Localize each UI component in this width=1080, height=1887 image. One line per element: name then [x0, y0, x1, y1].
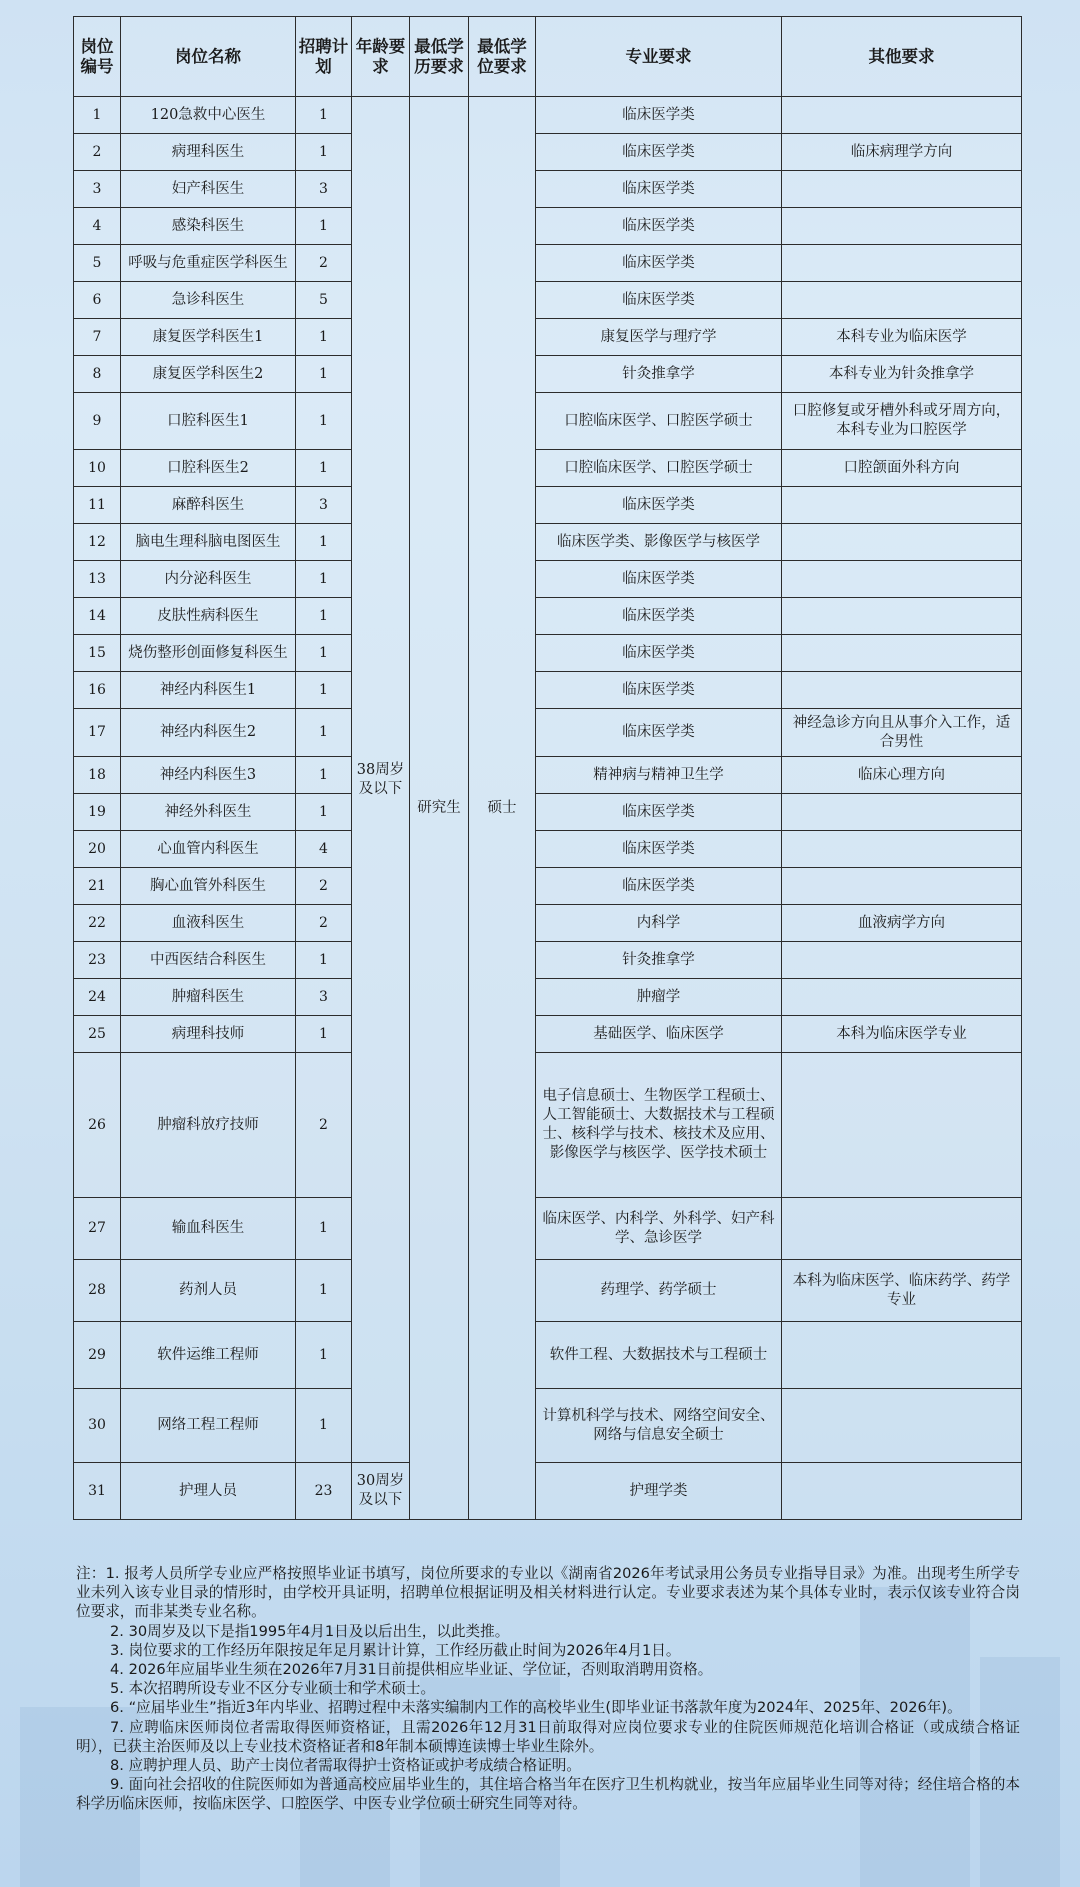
cell-other: [782, 942, 1022, 979]
recruitment-table-wrapper: [73, 16, 1021, 1520]
cell-name: 神经内科医生1: [121, 672, 296, 709]
cell-other: 血液病学方向: [782, 905, 1022, 942]
cell-id: 10: [74, 450, 121, 487]
cell-other: 本科专业为临床医学: [782, 319, 1022, 356]
table-row: [74, 1053, 1022, 1198]
cell-id: 21: [74, 868, 121, 905]
cell-id: 12: [74, 524, 121, 561]
cell-other: 口腔颌面外科方向: [782, 450, 1022, 487]
cell-plan: 1: [296, 1322, 352, 1389]
cell-plan: 2: [296, 1053, 352, 1198]
table-row: [74, 672, 1022, 709]
cell-plan: 1: [296, 1016, 352, 1053]
cell-major: 临床医学类: [536, 561, 782, 598]
table-row: [74, 208, 1022, 245]
cell-id: 6: [74, 282, 121, 319]
cell-name: 病理科医生: [121, 134, 296, 171]
cell-other: [782, 1053, 1022, 1198]
table-row: [74, 356, 1022, 393]
cell-plan: 5: [296, 282, 352, 319]
cell-id: 1: [74, 97, 121, 134]
header-age: 年龄要求: [352, 17, 410, 97]
cell-other: [782, 598, 1022, 635]
header-degree: 最低学位要求: [469, 17, 536, 97]
cell-plan: 1: [296, 356, 352, 393]
cell-plan: 1: [296, 709, 352, 757]
cell-other: 本科为临床医学专业: [782, 1016, 1022, 1053]
cell-name: 护理人员: [121, 1463, 296, 1520]
cell-other: [782, 97, 1022, 134]
cell-other: [782, 282, 1022, 319]
cell-name: 输血科医生: [121, 1198, 296, 1260]
cell-edu: 研究生: [410, 97, 469, 1520]
table-row: [74, 635, 1022, 672]
cell-name: 中西医结合科医生: [121, 942, 296, 979]
cell-major: 临床医学类: [536, 282, 782, 319]
cell-name: 神经内科医生2: [121, 709, 296, 757]
cell-major: 电子信息硕士、生物医学工程硕士、人工智能硕士、大数据技术与工程硕士、核科学与技术、核技术及应用、影像医学与核医学、医学技术硕士: [536, 1053, 782, 1198]
cell-id: 28: [74, 1260, 121, 1322]
cell-name: 口腔科医生1: [121, 393, 296, 450]
cell-plan: 1: [296, 450, 352, 487]
cell-id: 8: [74, 356, 121, 393]
cell-id: 3: [74, 171, 121, 208]
note-item: 2. 30周岁及以下是指1995年4月1日及以后出生，以此类推。: [110, 1622, 510, 1640]
cell-major: 临床医学、内科学、外科学、妇产科学、急诊医学: [536, 1198, 782, 1260]
header-other: 其他要求: [782, 17, 1022, 97]
table-row: [74, 1260, 1022, 1322]
cell-plan: 1: [296, 1198, 352, 1260]
cell-other: [782, 979, 1022, 1016]
header-edu: 最低学历要求: [410, 17, 469, 97]
recruitment-table: [73, 16, 1022, 1520]
cell-other: [782, 208, 1022, 245]
table-row: [74, 1389, 1022, 1463]
cell-id: 26: [74, 1053, 121, 1198]
cell-name: 神经外科医生: [121, 794, 296, 831]
cell-name: 急诊科医生: [121, 282, 296, 319]
table-row: [74, 831, 1022, 868]
cell-plan: 1: [296, 757, 352, 794]
cell-id: 11: [74, 487, 121, 524]
table-header-row: [74, 17, 1022, 97]
cell-name: 肿瘤科医生: [121, 979, 296, 1016]
cell-major: 基础医学、临床医学: [536, 1016, 782, 1053]
cell-id: 22: [74, 905, 121, 942]
cell-other: [782, 487, 1022, 524]
cell-plan: 1: [296, 794, 352, 831]
cell-other: 口腔修复或牙槽外科或牙周方向，本科专业为口腔医学: [782, 393, 1022, 450]
table-row: [74, 709, 1022, 757]
cell-id: 15: [74, 635, 121, 672]
cell-other: 神经急诊方向且从事介入工作，适合男性: [782, 709, 1022, 757]
header-major: 专业要求: [536, 17, 782, 97]
table-row: [74, 487, 1022, 524]
cell-name: 皮肤性病科医生: [121, 598, 296, 635]
cell-id: 13: [74, 561, 121, 598]
cell-age-group: 30周岁及以下: [352, 1463, 410, 1520]
cell-plan: 3: [296, 487, 352, 524]
cell-id: 19: [74, 794, 121, 831]
table-row: [74, 282, 1022, 319]
cell-plan: 3: [296, 979, 352, 1016]
cell-id: 27: [74, 1198, 121, 1260]
cell-major: 临床医学类、影像医学与核医学: [536, 524, 782, 561]
cell-other: 临床心理方向: [782, 757, 1022, 794]
notes-section: [76, 1564, 1020, 1814]
cell-major: 临床医学类: [536, 709, 782, 757]
cell-plan: 2: [296, 245, 352, 282]
cell-name: 感染科医生: [121, 208, 296, 245]
table-row: [74, 524, 1022, 561]
cell-other: [782, 794, 1022, 831]
table-row: [74, 1322, 1022, 1389]
cell-age-group: 38周岁及以下: [352, 97, 410, 1463]
cell-major: 临床医学类: [536, 97, 782, 134]
cell-major: 精神病与精神卫生学: [536, 757, 782, 794]
header-id: 岗位编号: [74, 17, 121, 97]
note-item: 3. 岗位要求的工作经历年限按足年足月累计计算，工作经历截止时间为2026年4月1日。: [110, 1641, 681, 1659]
table-row: [74, 319, 1022, 356]
cell-other: [782, 672, 1022, 709]
cell-major: 口腔临床医学、口腔医学硕士: [536, 450, 782, 487]
cell-id: 14: [74, 598, 121, 635]
table-row: [74, 561, 1022, 598]
cell-other: 临床病理学方向: [782, 134, 1022, 171]
cell-id: 29: [74, 1322, 121, 1389]
cell-name: 血液科医生: [121, 905, 296, 942]
cell-plan: 1: [296, 561, 352, 598]
cell-name: 口腔科医生2: [121, 450, 296, 487]
cell-major: 内科学: [536, 905, 782, 942]
cell-other: 本科为临床医学、临床药学、药学专业: [782, 1260, 1022, 1322]
table-row: [74, 245, 1022, 282]
note-item: 注：1. 报考人员所学专业应严格按照毕业证书填写，岗位所要求的专业以《湖南省2026年考试录用公务员专业指导目录》为准。出现考生所学专业未列入该专业目录的情形时，由学校开具证明，招聘单位根据证明及相关材料进行认定。专业要求表述为某个具体专业时，表示仅该专业符合岗位要求，而非某类专业名称。: [76, 1565, 1020, 1621]
table-row: [74, 450, 1022, 487]
cell-id: 9: [74, 393, 121, 450]
cell-major: 护理学类: [536, 1463, 782, 1520]
cell-plan: 1: [296, 1260, 352, 1322]
cell-plan: 1: [296, 97, 352, 134]
cell-other: 本科专业为针灸推拿学: [782, 356, 1022, 393]
table-row: [74, 134, 1022, 171]
cell-major: 临床医学类: [536, 598, 782, 635]
cell-major: 临床医学类: [536, 868, 782, 905]
table-row: [74, 868, 1022, 905]
cell-id: 17: [74, 709, 121, 757]
note-item: 5. 本次招聘所设专业不区分专业硕士和学术硕士。: [110, 1680, 436, 1698]
table-row: [74, 942, 1022, 979]
cell-name: 网络工程工程师: [121, 1389, 296, 1463]
table-row: [74, 171, 1022, 208]
cell-id: 5: [74, 245, 121, 282]
table-row: [74, 794, 1022, 831]
note-item: 6. “应届毕业生”指近3年内毕业、招聘过程中未落实编制内工作的高校毕业生(即毕业证书落款年度为2024年、2025年、2026年)。: [110, 1699, 962, 1717]
cell-other: [782, 561, 1022, 598]
cell-plan: 1: [296, 635, 352, 672]
cell-major: 计算机科学与技术、网络空间安全、网络与信息安全硕士: [536, 1389, 782, 1463]
cell-name: 病理科技师: [121, 1016, 296, 1053]
cell-name: 120急救中心医生: [121, 97, 296, 134]
cell-name: 肿瘤科放疗技师: [121, 1053, 296, 1198]
cell-id: 4: [74, 208, 121, 245]
cell-major: 临床医学类: [536, 245, 782, 282]
cell-other: [782, 1463, 1022, 1520]
cell-plan: 2: [296, 905, 352, 942]
table-row: [74, 1463, 1022, 1520]
cell-name: 药剂人员: [121, 1260, 296, 1322]
cell-degree: 硕士: [469, 97, 536, 1520]
cell-name: 麻醉科医生: [121, 487, 296, 524]
cell-major: 针灸推拿学: [536, 942, 782, 979]
cell-plan: 1: [296, 134, 352, 171]
table-body: [74, 97, 1022, 1520]
cell-id: 7: [74, 319, 121, 356]
cell-plan: 1: [296, 319, 352, 356]
cell-other: [782, 868, 1022, 905]
cell-major: 临床医学类: [536, 635, 782, 672]
cell-major: 软件工程、大数据技术与工程硕士: [536, 1322, 782, 1389]
cell-name: 康复医学科医生1: [121, 319, 296, 356]
header-plan: 招聘计划: [296, 17, 352, 97]
cell-name: 康复医学科医生2: [121, 356, 296, 393]
cell-id: 2: [74, 134, 121, 171]
cell-other: [782, 524, 1022, 561]
cell-plan: 1: [296, 942, 352, 979]
cell-name: 呼吸与危重症医学科医生: [121, 245, 296, 282]
cell-major: 临床医学类: [536, 831, 782, 868]
cell-plan: 1: [296, 393, 352, 450]
note-item: 8. 应聘护理人员、助产士岗位者需取得护士资格证或护考成绩合格证明。: [110, 1757, 581, 1775]
cell-name: 内分泌科医生: [121, 561, 296, 598]
cell-plan: 1: [296, 1389, 352, 1463]
table-row: [74, 1198, 1022, 1260]
cell-name: 脑电生理科脑电图医生: [121, 524, 296, 561]
cell-id: 16: [74, 672, 121, 709]
cell-major: 临床医学类: [536, 171, 782, 208]
cell-major: 口腔临床医学、口腔医学硕士: [536, 393, 782, 450]
cell-plan: 1: [296, 598, 352, 635]
table-row: [74, 598, 1022, 635]
cell-id: 24: [74, 979, 121, 1016]
cell-name: 烧伤整形创面修复科医生: [121, 635, 296, 672]
cell-name: 妇产科医生: [121, 171, 296, 208]
cell-plan: 4: [296, 831, 352, 868]
cell-plan: 1: [296, 524, 352, 561]
note-item: 7. 应聘临床医师岗位者需取得医师资格证，且需2026年12月31日前取得对应岗位要求专业的住院医师规范化培训合格证（或成绩合格证明），已获主治医师及以上专业技术资格证者和8年制本硕博连读博士毕业生除外。: [76, 1718, 1020, 1755]
cell-id: 18: [74, 757, 121, 794]
table-row: [74, 1016, 1022, 1053]
table-row: [74, 757, 1022, 794]
cell-major: 临床医学类: [536, 134, 782, 171]
cell-major: 临床医学类: [536, 794, 782, 831]
note-item: 4. 2026年应届毕业生须在2026年7月31日前提供相应毕业证、学位证，否则取消聘用资格。: [110, 1661, 713, 1679]
cell-major: 康复医学与理疗学: [536, 319, 782, 356]
cell-plan: 23: [296, 1463, 352, 1520]
cell-id: 20: [74, 831, 121, 868]
cell-other: [782, 1389, 1022, 1463]
cell-major: 针灸推拿学: [536, 356, 782, 393]
cell-other: [782, 1322, 1022, 1389]
cell-major: 临床医学类: [536, 208, 782, 245]
cell-major: 临床医学类: [536, 487, 782, 524]
cell-major: 药理学、药学硕士: [536, 1260, 782, 1322]
cell-major: 肿瘤学: [536, 979, 782, 1016]
table-row: [74, 97, 1022, 134]
cell-name: 心血管内科医生: [121, 831, 296, 868]
cell-name: 神经内科医生3: [121, 757, 296, 794]
cell-other: [782, 245, 1022, 282]
header-name: 岗位名称: [121, 17, 296, 97]
cell-plan: 1: [296, 672, 352, 709]
cell-name: 胸心血管外科医生: [121, 868, 296, 905]
table-row: [74, 905, 1022, 942]
cell-plan: 2: [296, 868, 352, 905]
table-row: [74, 393, 1022, 450]
cell-other: [782, 635, 1022, 672]
table-row: [74, 979, 1022, 1016]
cell-major: 临床医学类: [536, 672, 782, 709]
cell-name: 软件运维工程师: [121, 1322, 296, 1389]
cell-other: [782, 171, 1022, 208]
cell-plan: 1: [296, 208, 352, 245]
cell-id: 23: [74, 942, 121, 979]
cell-id: 31: [74, 1463, 121, 1520]
cell-other: [782, 1198, 1022, 1260]
cell-id: 25: [74, 1016, 121, 1053]
cell-plan: 3: [296, 171, 352, 208]
cell-id: 30: [74, 1389, 121, 1463]
note-item: 9. 面向社会招收的住院医师如为普通高校应届毕业生的，其住培合格当年在医疗卫生机构就业，按当年应届毕业生同等对待；经住培合格的本科学历临床医师，按临床医学、口腔医学、中医专业学位硕士研究生同等对待。: [76, 1776, 1020, 1813]
cell-other: [782, 831, 1022, 868]
